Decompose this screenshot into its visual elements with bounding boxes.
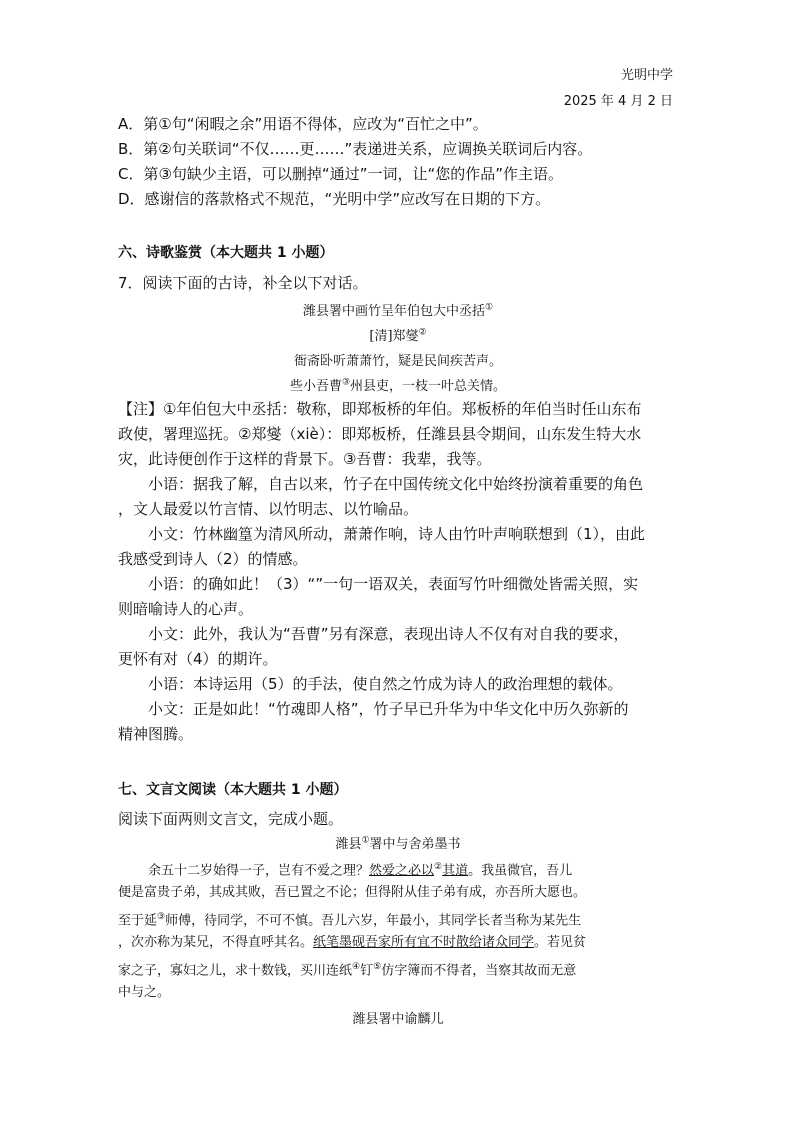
poem-author-text: [清]郑燮 [369, 329, 419, 344]
section-6-heading: 六、诗歌鉴赏（本大题共 1 小题） [118, 245, 334, 261]
classical-underline-2: 其道 [442, 863, 469, 879]
letter-signature-date: 2025 年 4 月 2 日 [563, 94, 673, 109]
dialogue-6-line-1: 小文：正是如此！“竹魂即人格”，竹子早已升华为中华文化中历久弥新的 [148, 700, 629, 718]
classical-line-4 [118, 930, 678, 955]
option-a: A．第①句“闲暇之余”用语不得体，应改为“百忙之中”。 [118, 115, 488, 133]
poem-author-note: ② [418, 327, 427, 338]
classical-note-5: ⑤ [373, 962, 382, 972]
poem-author [118, 325, 678, 344]
classical-line-4-a: ，次亦称为某兄，不得直呼其名。 [118, 935, 314, 950]
text-1-title-b: 署中与舍弟墨书 [369, 837, 461, 852]
classical-line-6: 中与之。 [118, 985, 171, 1000]
dialogue-4-line-2: 更怀有对（4）的期许。 [118, 650, 278, 668]
classical-note-2: ② [434, 862, 443, 872]
poem-line-2 [118, 375, 678, 394]
classical-line-2: 便是富贵子弟，其成其败，吾已置之不论；但得附从佳子弟有成，亦吾所大愿也。 [118, 885, 587, 900]
poem-title-note: ① [484, 302, 494, 313]
classical-line-5-b: 钉 [360, 963, 374, 979]
poem-line-2-b: 州县吏，一枝一叶总关情。 [350, 379, 507, 394]
classical-underline-3: 纸笔墨砚吾家所有宜不时散给诸众同学 [313, 935, 535, 950]
option-c: C．第③句缺少主语，可以删掉“通过”一词，让“您的作品”作主语。 [118, 165, 564, 183]
text-2-title: 潍县署中谕麟儿 [352, 1012, 444, 1027]
dialogue-5-line-1: 小语：本诗运用（5）的手法，使自然之竹成为诗人的政治理想的载体。 [148, 675, 623, 693]
text-1-title-a: 潍县 [335, 837, 362, 852]
letter-signature-school: 光明中学 [620, 68, 673, 83]
notes-line-1: 【注】①年伯包大中丞括：敬称，即郑板桥的年伯。郑板桥的年伯当时任山东布 [118, 400, 642, 418]
classical-line-4-b: 。若见贫 [534, 935, 587, 950]
classical-line-3-b: 师傅，待同学，不可不慎。吾儿六岁，年最小，其同学长者当称为某先生 [165, 913, 582, 929]
question-7: 7．阅读下面的古诗，补全以下对话。 [118, 274, 368, 292]
notes-line-2: 政使，署理巡抚。②郑燮（xiè）：即郑板桥，任潍县县令期间，山东发生特大水 [118, 425, 642, 443]
dialogue-2-line-2: 我感受到诗人（2）的情感。 [118, 550, 308, 568]
dialogue-6-line-2: 精神图腾。 [118, 725, 194, 743]
dialogue-1-line-1: 小语：据我了解，自古以来，竹子在中国传统文化中始终扮演着重要的角色 [148, 475, 644, 493]
classical-underline-1: 然爱之必以 [369, 863, 435, 879]
poem-title-text: 潍县署中画竹呈年伯包大中丞括 [302, 304, 485, 319]
dialogue-1-line-2: ，文人最爱以竹言情、以竹明志、以竹喻品。 [118, 500, 419, 518]
classical-line-5-c: 仿字簿而不得者，当察其故而无意 [381, 963, 577, 979]
option-b: B．第②句关联词“不仅……更……”表递进关系，应调换关联词后内容。 [118, 140, 593, 158]
classical-line-5-a: 家之子，寡妇之儿，求十数钱，买川连纸 [118, 963, 353, 979]
poem-line-1: 衙斋卧听萧萧竹，疑是民间疾苦声。 [293, 354, 502, 369]
text-1-title-note: ① [361, 835, 370, 846]
classical-line-1-b: 。我虽微官，吾儿 [468, 863, 573, 879]
classical-line-3-a: 至于延 [118, 913, 158, 929]
poem-line-2-note: ③ [341, 377, 351, 388]
dialogue-4-line-1: 小文：此外，我认为“吾曹”另有深意，表现出诗人不仅有对自我的要求， [148, 625, 629, 643]
poem-line-2-a: 些小吾曹 [289, 379, 342, 394]
option-d: D．感谢信的落款格式不规范，“光明中学”应改写在日期的下方。 [118, 190, 551, 208]
section-7-instruction: 阅读下面两则文言文，完成小题。 [118, 810, 344, 828]
dialogue-2-line-1: 小文：竹林幽篁为清风所动，萧萧作响，诗人由竹叶声响联想到（1），由此 [148, 525, 646, 543]
classical-line-1-a: 余五十二岁始得一子，岂有不爱之理？ [148, 863, 370, 879]
section-7-heading: 七、文言文阅读（本大题共 1 小题） [118, 782, 348, 798]
text-1-title [118, 833, 678, 852]
dialogue-3-line-2: 则暗喻诗人的心声。 [118, 600, 254, 618]
classical-note-3: ③ [157, 912, 166, 922]
classical-note-4: ④ [352, 962, 361, 972]
notes-line-3: 灾，此诗便创作于这样的背景下。③吾曹：我辈，我等。 [118, 450, 492, 468]
poem-title [118, 300, 678, 319]
dialogue-3-line-1: 小语：的确如此！（3）“”一句一语双关，表面写竹叶细微处皆需关照，实 [148, 575, 639, 593]
